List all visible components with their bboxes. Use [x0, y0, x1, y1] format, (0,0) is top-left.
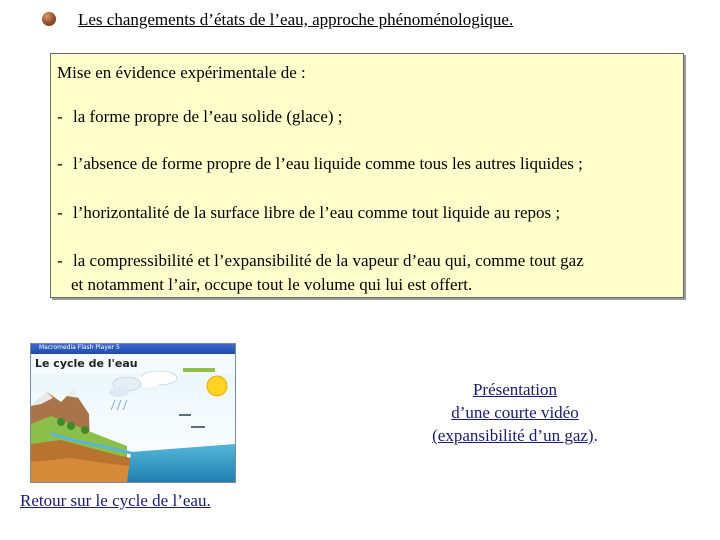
box-intro: Mise en évidence expérimentale de : [57, 63, 306, 82]
item-text: la compressibilité et l’expansibilité de la vapeur d’eau qui, comme tout gaz [73, 251, 584, 270]
water-cycle-thumbnail[interactable] [30, 343, 236, 483]
item-continuation: et notamment l’air, occupe tout le volume qui lui est offert. [71, 275, 473, 294]
back-link[interactable]: Retour sur le cycle de l’eau. [20, 491, 211, 510]
item-dash: - [57, 154, 63, 173]
list-item [57, 251, 584, 271]
item-text: l’horizontalité de la surface libre de l’eau comme tout liquide au repos ; [73, 203, 561, 222]
content-box [50, 53, 684, 298]
page-title: Les changements d’états de l’eau, approche phénoménologique. [78, 10, 514, 29]
video-link-line1[interactable]: Présentation [472, 380, 558, 399]
item-dash: - [57, 107, 63, 126]
thumbnail-heading: Le cycle de l'eau [35, 357, 138, 370]
video-link-line2[interactable]: d’une courte vidéo [451, 403, 579, 422]
video-link-trailing: . [593, 426, 598, 445]
video-link[interactable] [410, 378, 620, 447]
video-link-line3[interactable]: (expansibilité d’un gaz) [432, 426, 594, 445]
bullet-icon [42, 12, 56, 26]
item-text: l’absence de forme propre de l’eau liquide comme tous les autres liquides ; [73, 154, 583, 173]
thumbnail-window-title: Macromedia Flash Player 5 [39, 344, 120, 351]
list-item [57, 154, 583, 174]
list-item [57, 203, 560, 223]
item-text: la forme propre de l’eau solide (glace) ; [73, 107, 343, 126]
item-dash: - [57, 251, 63, 270]
list-item [57, 107, 343, 127]
item-dash: - [57, 203, 63, 222]
